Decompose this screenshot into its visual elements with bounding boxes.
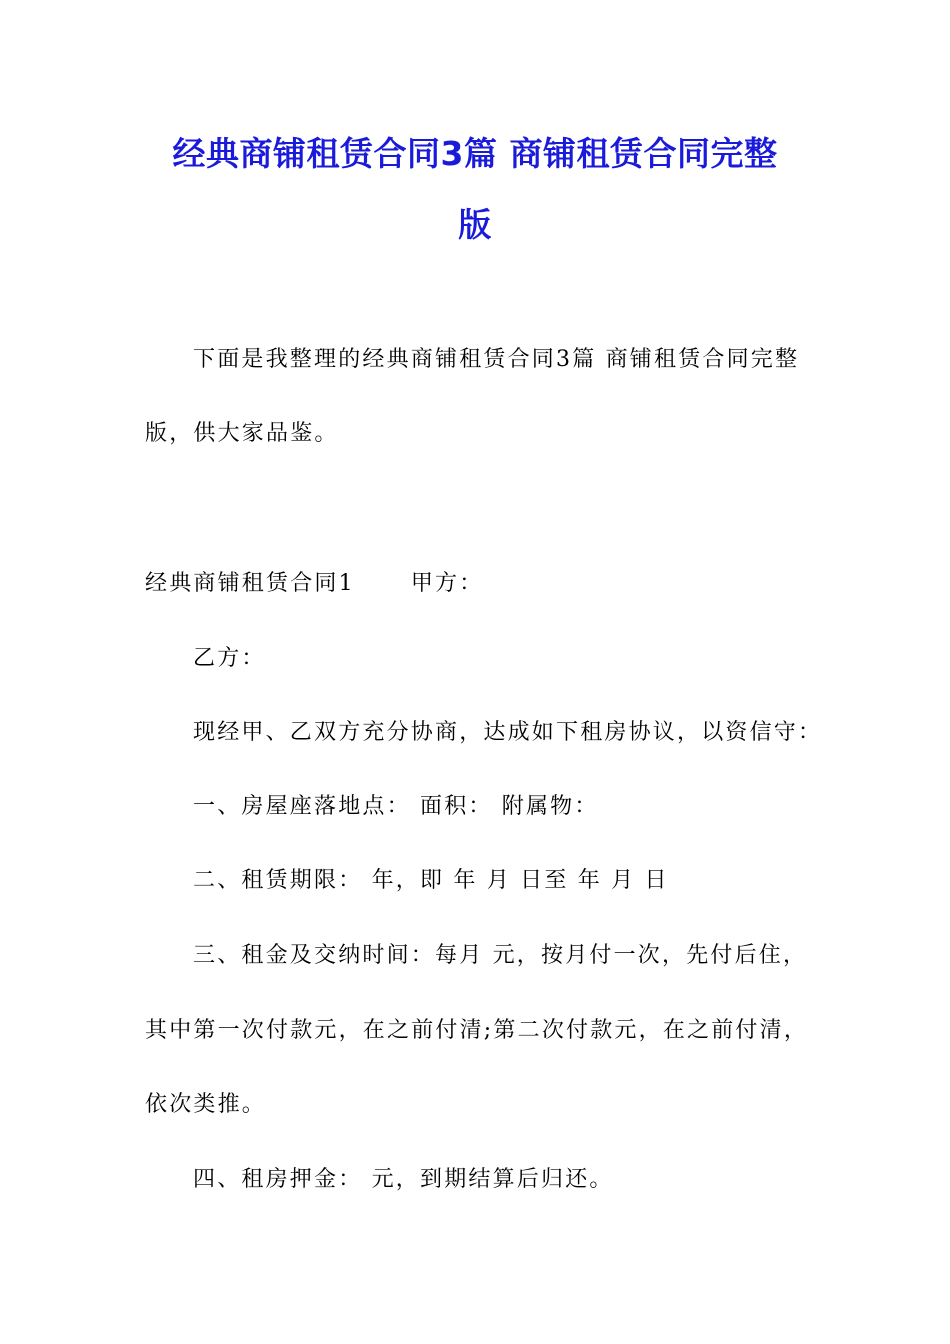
contract-heading-line [145,569,825,599]
document-title-continued: 版 [458,205,492,244]
party-b-label: 乙方： [193,646,266,671]
document-title: 经典商铺租赁合同3篇 商铺租赁合同完整 [172,134,778,173]
clause-rent-end: 依次类推。 [145,1092,267,1117]
intro-paragraph-continued: 版，供大家品鉴。 [145,421,339,446]
agreement-paragraph: 现经甲、乙双方充分协商，达成如下租房协议，以资信守： [193,720,823,745]
clause-rent: 三、租金及交纳时间：每月 元，按月付一次，先付后住， [193,943,808,968]
intro-paragraph: 下面是我整理的经典商铺租赁合同3篇 商铺租赁合同完整 [193,347,800,372]
contract-heading: 经典商铺租赁合同1 [145,571,355,596]
clause-location: 一、房屋座落地点： 面积： 附属物： [193,794,599,819]
clause-deposit: 四、租房押金： 元，到期结算后归还。 [193,1167,614,1192]
clause-term: 二、租赁期限： 年，即 年 月 日至 年 月 日 [193,868,669,893]
party-a-label: 甲方： [410,571,484,596]
clause-rent-continued: 其中第一次付款元，在之前付清;第二次付款元，在之前付清， [145,1018,809,1043]
